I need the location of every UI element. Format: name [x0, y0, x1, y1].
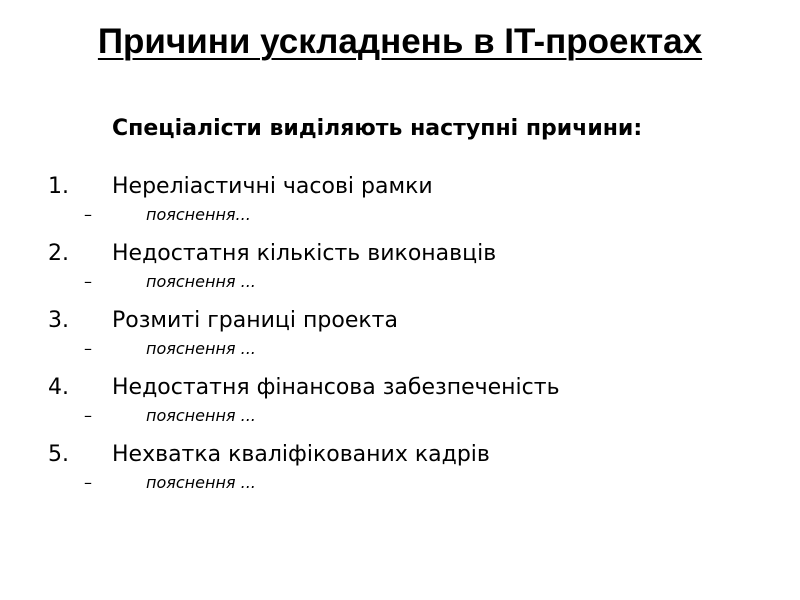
reason-number: 3.: [48, 308, 69, 333]
reason-note-dash: –: [84, 272, 92, 291]
reason-text: Розмиті границі проекта: [112, 308, 398, 333]
slide-subtitle: Спеціалісти виділяють наступні причини:: [112, 116, 643, 141]
reason-text: Недостатня фінансова забезпеченість: [112, 375, 560, 400]
reason-note: пояснення...: [146, 205, 251, 224]
reason-item: [0, 239, 800, 307]
reason-item: [0, 306, 800, 374]
reason-note-dash: –: [84, 205, 92, 224]
slide-title: Причини ускладнень в IT-проектах: [97, 22, 703, 61]
reason-text: Нехватка кваліфікованих кадрів: [112, 442, 490, 467]
reason-note-dash: –: [84, 339, 92, 358]
reason-note-dash: –: [84, 473, 92, 492]
reason-item: [0, 172, 800, 240]
reason-text: Нереліастичні часові рамки: [112, 174, 433, 199]
reason-note: пояснення ...: [146, 339, 256, 358]
reason-note: пояснення ...: [146, 406, 256, 425]
reason-text: Недостатня кількість виконавців: [112, 241, 497, 266]
reason-number: 2.: [48, 241, 69, 266]
reason-note: пояснення ...: [146, 272, 256, 291]
reason-item: [0, 373, 800, 441]
reason-number: 4.: [48, 375, 69, 400]
reason-item: [0, 440, 800, 508]
reason-note: пояснення ...: [146, 473, 256, 492]
reason-number: 5.: [48, 442, 69, 467]
reason-note-dash: –: [84, 406, 92, 425]
reason-number: 1.: [48, 174, 69, 199]
